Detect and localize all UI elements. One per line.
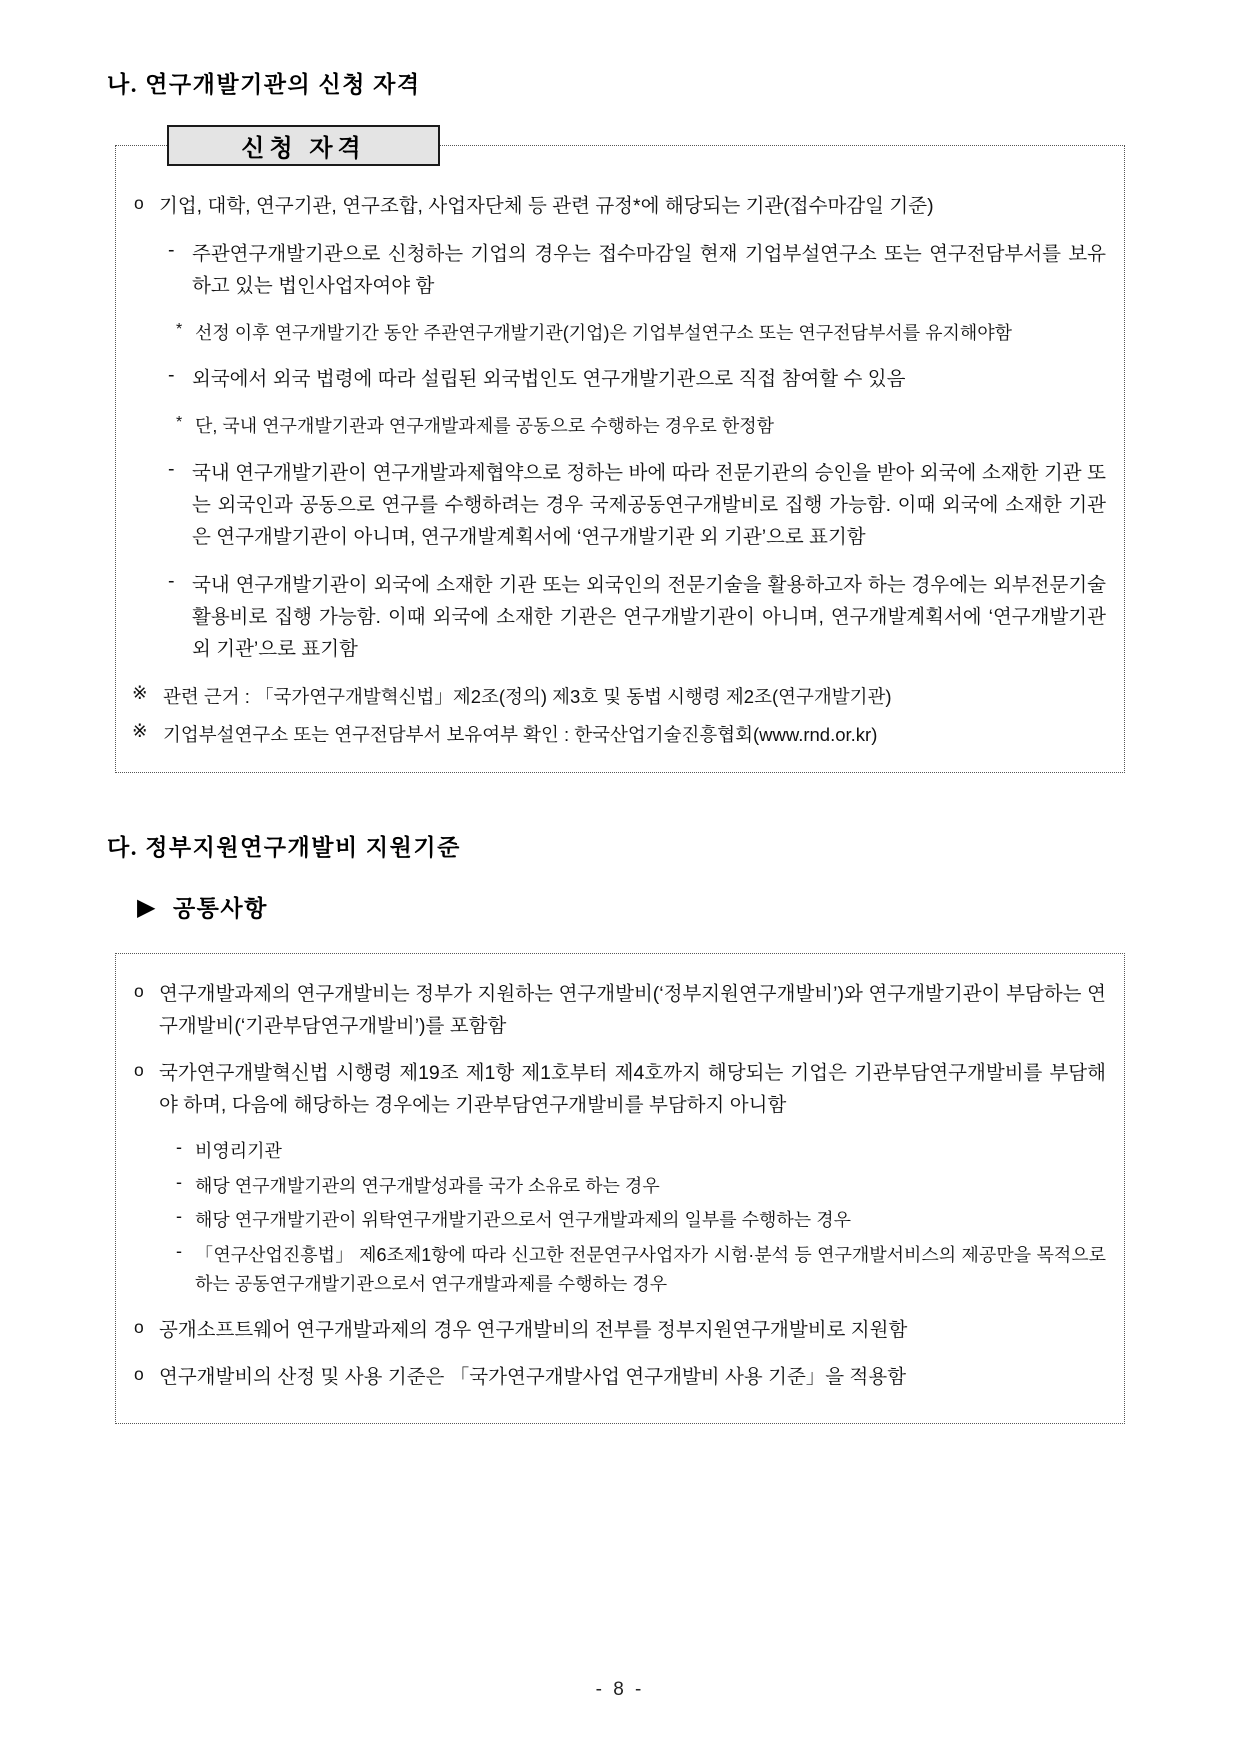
bullet-item bbox=[176, 1172, 1106, 1202]
bullet-text: 기업부설연구소 또는 연구전담부서 보유여부 확인 : 한국산업기술진흥협회(www.rnd.or.kr) bbox=[163, 724, 878, 746]
section-c-heading: 다. 정부지원연구개발비 지원기준 bbox=[107, 835, 461, 861]
bullet-marker: o bbox=[134, 1316, 144, 1337]
bullet-item bbox=[176, 1137, 1106, 1167]
bullet-marker: - bbox=[168, 457, 175, 480]
bullet-marker: ※ bbox=[132, 720, 148, 742]
bullet-marker: - bbox=[168, 364, 175, 387]
bullet-text: 국내 연구개발기관이 외국에 소재한 기관 또는 외국인의 전문기술을 활용하고자 하는 경우에는 외부전문기술활용비로 집행 가능함. 이때 외국에 소재한 기관은 연구개발기관이 아니며, 연구개발계획서에 ‘연구개발기관 외 기관’으로 표기함 bbox=[192, 573, 1106, 660]
bullet-text: 국내 연구개발기관이 연구개발과제협약으로 정하는 바에 따라 전문기관의 승인을 받아 외국에 소재한 기관 또는 외국인과 공동으로 연구를 수행하려는 경우 국제공동연구개발비로 집행 가능함. 이때 외국에 소재한 기관은 연구개발기관이 아니며, 연구개발계획서에 ‘연구개발기관 외 기관’으로 표기함 bbox=[192, 461, 1106, 548]
subheading-label: 공통사항 bbox=[172, 896, 268, 922]
bullet-text: 연구개발비의 산정 및 사용 기준은 「국가연구개발사업 연구개발비 사용 기준」을 적용함 bbox=[159, 1365, 907, 1388]
bullet-marker: - bbox=[176, 1206, 182, 1227]
bullet-item bbox=[134, 1362, 1106, 1394]
bullet-marker: - bbox=[176, 1171, 182, 1192]
bullet-text: 해당 연구개발기관이 위탁연구개발기관으로서 연구개발과제의 일부를 수행하는 경우 bbox=[195, 1210, 851, 1231]
bullet-item bbox=[176, 319, 1106, 349]
bullet-item bbox=[168, 458, 1106, 554]
bullet-item bbox=[132, 720, 1106, 750]
page-number: - 8 - bbox=[595, 1679, 645, 1700]
bullet-item bbox=[134, 191, 1106, 223]
bullet-marker: - bbox=[176, 1137, 182, 1158]
bullet-item bbox=[134, 979, 1106, 1043]
bullet-text: 「연구산업진흥법」 제6조제1항에 따라 신고한 전문연구사업자가 시험·분석 등 연구개발서비스의 제공만을 목적으로 하는 공동연구개발기관으로서 연구개발과제를 수행하는 경우 bbox=[195, 1244, 1106, 1295]
bullet-marker: o bbox=[134, 193, 144, 213]
bullet-marker: o bbox=[134, 1060, 144, 1081]
application-eligibility-box bbox=[115, 135, 1125, 773]
bullet-text: 연구개발과제의 연구개발비는 정부가 지원하는 연구개발비(‘정부지원연구개발비’)와 연구개발기관이 부담하는 연구개발비(‘기관부담연구개발비’)를 포함함 bbox=[159, 983, 1106, 1038]
bullet-item bbox=[134, 1058, 1106, 1122]
bullet-item bbox=[168, 364, 1106, 396]
bullet-item bbox=[176, 1206, 1106, 1236]
bullet-marker: - bbox=[168, 238, 175, 261]
bullet-item bbox=[176, 412, 1106, 442]
bullet-text: 외국에서 외국 법령에 따라 설립된 외국법인도 연구개발기관으로 직접 참여할 수 있음 bbox=[192, 368, 906, 391]
bullet-item bbox=[168, 239, 1106, 303]
bullet-text: 국가연구개발혁신법 시행령 제19조 제1항 제1호부터 제4호까지 해당되는 기업은 기관부담연구개발비를 부담해야 하며, 다음에 해당하는 경우에는 기관부담연구개발비를 부담하지 아니함 bbox=[159, 1062, 1106, 1117]
section-b-heading: 나. 연구개발기관의 신청 자격 bbox=[107, 72, 421, 97]
section-c-subheading bbox=[137, 890, 1125, 923]
bullet-text: 해당 연구개발기관의 연구개발성과를 국가 소유로 하는 경우 bbox=[195, 1175, 660, 1196]
support-criteria-box-body bbox=[130, 979, 1106, 1393]
bullet-text: 기업, 대학, 연구기관, 연구조합, 사업자단체 등 관련 규정*에 해당되는 기관(접수마감일 기준) bbox=[159, 195, 934, 217]
bullet-marker: - bbox=[176, 1240, 182, 1261]
bullet-marker: - bbox=[168, 569, 175, 592]
triangle-bullet-icon: ▶ bbox=[137, 892, 157, 921]
eligibility-box-title: 신청 자격 bbox=[167, 125, 440, 166]
eligibility-box-body bbox=[130, 191, 1106, 750]
bullet-item bbox=[134, 1315, 1106, 1347]
bullet-text: 단, 국내 연구개발기관과 연구개발과제를 공동으로 수행하는 경우로 한정함 bbox=[195, 416, 775, 437]
bullet-item bbox=[132, 682, 1106, 712]
bullet-marker: ※ bbox=[132, 681, 148, 703]
bullet-text: 공개소프트웨어 연구개발과제의 경우 연구개발비의 전부를 정부지원연구개발비로 지원함 bbox=[159, 1318, 908, 1341]
bullet-item bbox=[168, 570, 1106, 666]
bullet-text: 비영리기관 bbox=[195, 1141, 282, 1162]
bullet-marker: o bbox=[134, 981, 144, 1002]
support-criteria-box bbox=[115, 953, 1125, 1423]
bullet-text: 주관연구개발기관으로 신청하는 기업의 경우는 접수마감일 현재 기업부설연구소 또는 연구전담부서를 보유하고 있는 법인사업자여야 함 bbox=[192, 242, 1106, 297]
bullet-marker: o bbox=[134, 1363, 144, 1384]
bullet-marker: * bbox=[176, 414, 183, 432]
bullet-text: 관련 근거 : 「국가연구개발혁신법」제2조(정의) 제3호 및 동법 시행령 제2조(연구개발기관) bbox=[163, 685, 892, 707]
bullet-item bbox=[176, 1241, 1106, 1300]
bullet-marker: * bbox=[176, 320, 183, 338]
bullet-text: 선정 이후 연구개발기간 동안 주관연구개발기관(기업)은 기업부설연구소 또는 연구전담부서를 유지해야함 bbox=[195, 322, 1013, 343]
